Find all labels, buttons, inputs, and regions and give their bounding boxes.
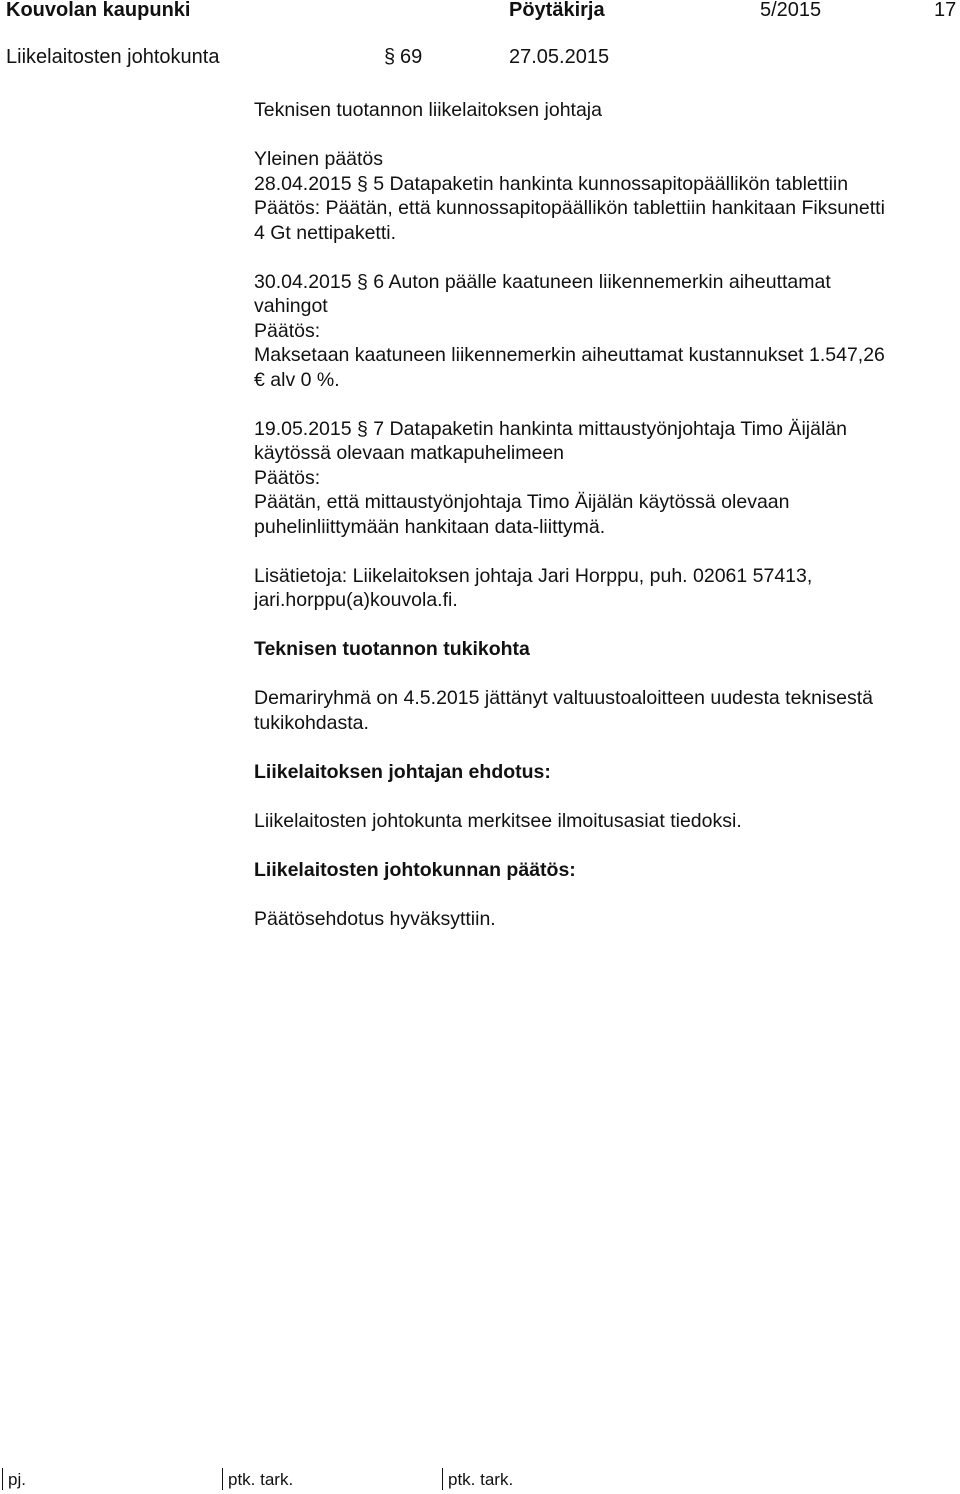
paragraph-line: Päätös: [254,319,321,342]
meeting-date: 27.05.2015 [509,46,610,68]
proposal-heading: Liikelaitoksen johtajan ehdotus: [254,760,551,783]
contact-info-line: Lisätietoja: Liikelaitoksen johtaja Jari Horppu, puh. 02061 57413, [254,564,813,587]
decision-text: Päätösehdotus hyväksyttiin. [254,907,496,930]
signature-chair: pj. [8,1470,26,1489]
document-body [254,98,954,931]
signature-divider [222,1468,223,1490]
paragraph-line: Päätös: Päätän, että kunnossapitopäällikön tablettiin hankitaan Fiksunetti [254,197,885,219]
signature-divider [2,1468,3,1490]
paragraph-line: 30.04.2015 § 6 Auton päälle kaatuneen liikennemerkin aiheuttamat [254,270,831,293]
signature-divider [442,1468,443,1490]
paragraph-line: Demariryhmä on 4.5.2015 jättänyt valtuustoaloitteen uudesta teknisestä [254,687,873,709]
signature-examiner-2: ptk. tark. [448,1470,514,1489]
paragraph-line: Päätös: [254,466,321,489]
section-number: 69 [400,46,423,68]
section-sign: § [384,46,396,68]
city-name: Kouvolan kaupunki [6,0,191,21]
paragraph-line: € alv 0 %. [254,368,340,391]
paragraph-line: Päätän, että mittaustyönjohtaja Timo Äijälän käytössä olevaan [254,491,790,513]
paragraph-line: tukikohdasta. [254,711,369,734]
board-name: Liikelaitosten johtokunta [6,46,220,68]
paragraph-line: Maksetaan kaatuneen liikennemerkin aiheuttamat kustannukset 1.547,26 [254,344,885,366]
document-type: Pöytäkirja [509,0,605,21]
issue-number: 5/2015 [760,0,822,21]
decision-heading: Liikelaitosten johtokunnan päätös: [254,858,576,881]
proposal-text: Liikelaitosten johtokunta merkitsee ilmoitusasiat tiedoksi. [254,809,742,832]
paragraph-line: käytössä olevaan matkapuhelimeen [254,442,565,464]
paragraph-line: 28.04.2015 § 5 Datapaketin hankinta kunnossapitopäällikön tablettiin [254,172,849,195]
paragraph-line: vahingot [254,295,328,317]
paragraph-line: Yleinen päätös [254,148,384,170]
section-heading: Teknisen tuotannon tukikohta [254,638,530,660]
paragraph-line: puhelinliittymään hankitaan data-liittymä. [254,515,606,538]
paragraph-line: 4 Gt nettipaketti. [254,221,396,244]
paragraph-author: Teknisen tuotannon liikelaitoksen johtaja [254,99,602,121]
contact-email: jari.horppu(a)kouvola.fi. [254,589,458,611]
signature-examiner-1: ptk. tark. [228,1470,294,1489]
page-number: 17 [934,0,957,21]
paragraph-line: 19.05.2015 § 7 Datapaketin hankinta mittaustyönjohtaja Timo Äijälän [254,417,847,440]
